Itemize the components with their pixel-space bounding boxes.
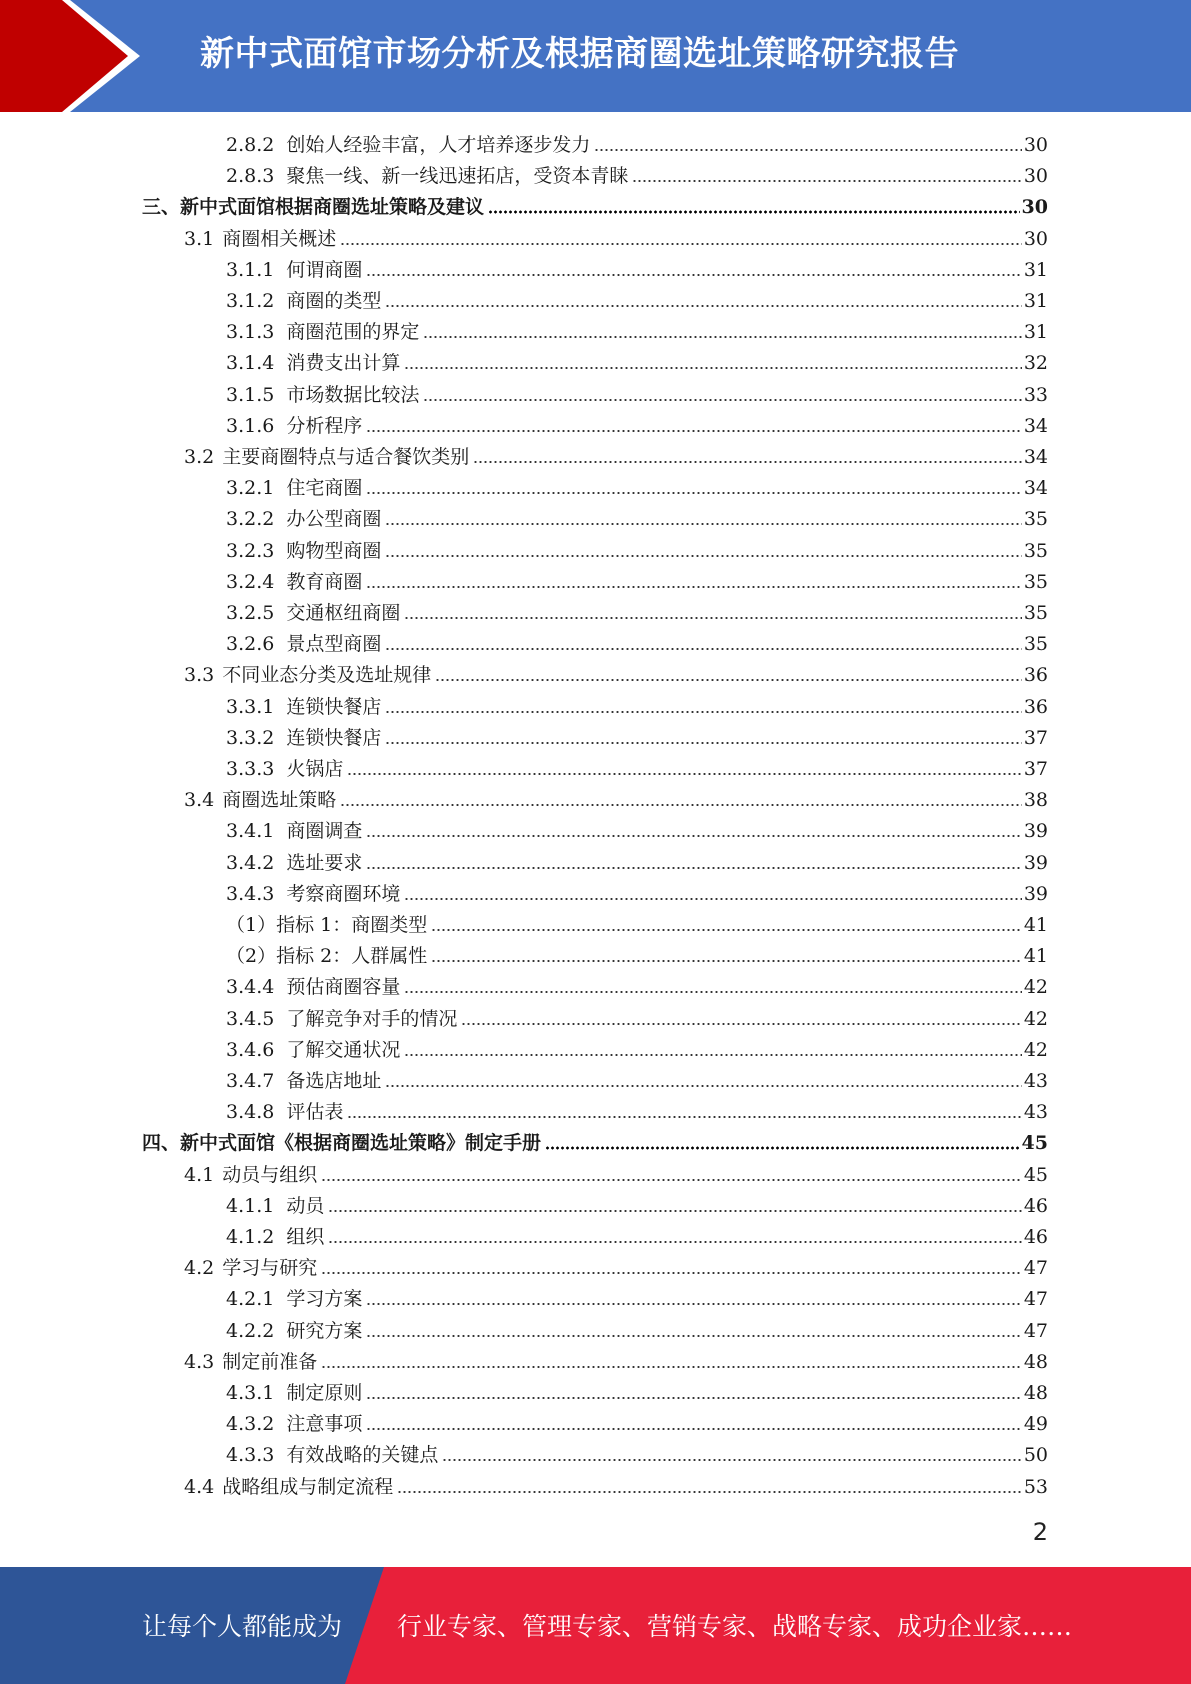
toc-entry-number: 3.4.4: [226, 976, 275, 999]
toc-dot-leader: [404, 1051, 1021, 1057]
toc-entry-title: 聚焦一线、新一线迅速拓店，受资本青睐: [286, 165, 629, 188]
toc-entry[interactable]: [184, 1469, 1048, 1500]
toc-entry[interactable]: [184, 657, 1048, 688]
toc-entry-page: 39: [1023, 820, 1048, 843]
header-title: 新中式面馆市场分析及根据商圈选址策略研究报告: [200, 34, 959, 74]
toc-entry[interactable]: [142, 189, 1048, 220]
toc-entry-number: 4.3.3: [226, 1444, 275, 1467]
toc-dot-leader: [366, 1425, 1021, 1431]
toc-dot-leader: [366, 1394, 1021, 1400]
toc-entry-title: 何谓商圈: [286, 258, 363, 281]
toc-entry[interactable]: [226, 564, 1048, 595]
toc-entry[interactable]: [226, 283, 1048, 314]
toc-entry-number: 3.4.1: [226, 820, 275, 843]
toc-dot-leader: [385, 645, 1021, 651]
toc-entry-page: 35: [1023, 633, 1048, 656]
toc-entry[interactable]: [226, 408, 1048, 439]
toc-entry-page: 36: [1023, 695, 1048, 718]
toc-entry-title: 住宅商圈: [286, 477, 363, 500]
toc-dot-leader: [423, 396, 1021, 402]
toc-entry-page: 31: [1023, 290, 1048, 312]
toc-entry[interactable]: [226, 377, 1048, 408]
toc-entry-title: 商圈选址策略: [222, 789, 337, 812]
footer-slogan-left: 让每个人都能成为: [142, 1612, 343, 1641]
toc-entry-title: 教育商圈: [286, 570, 363, 593]
toc-entry-title: 商圈相关概述: [222, 227, 337, 250]
toc-entry[interactable]: [184, 1250, 1048, 1281]
toc-entry-number: 3.4.5: [226, 1007, 275, 1030]
toc-entry-page: 30: [1023, 165, 1048, 188]
toc-entry-page: 35: [1023, 508, 1048, 531]
toc-entry-number: 4.1.1: [226, 1194, 275, 1217]
header-red-arrow-decoration: [0, 0, 160, 112]
toc-entry-title: 战略组成与制定流程: [222, 1475, 394, 1498]
toc-dot-leader: [385, 708, 1021, 714]
toc-entry-title: 制定原则: [286, 1382, 363, 1404]
toc-entry[interactable]: [226, 1375, 1048, 1406]
toc-entry-number: 3.1: [184, 227, 215, 250]
toc-entry-title: 有效战略的关键点: [286, 1444, 439, 1467]
toc-entry[interactable]: [226, 158, 1048, 189]
toc-entry-title: 消费支出计算: [286, 352, 401, 375]
toc-dot-leader: [435, 676, 1022, 682]
toc-entry[interactable]: [226, 1281, 1048, 1312]
toc-entry-number: 3.3.2: [226, 726, 275, 749]
toc-dot-leader: [385, 552, 1021, 558]
toc-entry-title: 选址要求: [286, 851, 363, 874]
toc-dot-leader: [321, 1176, 1022, 1182]
toc-dot-leader: [347, 1113, 1021, 1119]
toc-entry-number: 4.2.2: [226, 1319, 275, 1342]
toc-entry[interactable]: [226, 1188, 1048, 1219]
toc-entry-number: 3.3.3: [226, 758, 275, 780]
toc-dot-leader: [431, 926, 1022, 932]
toc-entry[interactable]: [184, 221, 1048, 252]
toc-entry-title: 组织: [286, 1226, 325, 1248]
toc-entry-page: 46: [1023, 1226, 1048, 1248]
toc-entry-title: 办公型商圈: [286, 508, 382, 531]
page-header: [0, 0, 1191, 112]
toc-entry-page: 36: [1023, 664, 1048, 687]
toc-entry-title: 连锁快餐店: [286, 695, 382, 718]
toc-entry[interactable]: [226, 1094, 1048, 1125]
toc-entry[interactable]: [226, 907, 1048, 938]
toc-entry-number: 4.3.2: [226, 1413, 275, 1436]
toc-entry-page: 30: [1023, 134, 1048, 156]
toc-entry-title: 火锅店: [286, 758, 344, 780]
toc-entry-page: 46: [1023, 1194, 1048, 1217]
toc-dot-leader: [404, 364, 1021, 370]
toc-entry-page: 35: [1023, 602, 1048, 624]
toc-entry[interactable]: [226, 1406, 1048, 1437]
toc-entry-number: 4.2: [184, 1257, 215, 1280]
toc-dot-leader: [545, 1144, 1020, 1150]
toc-entry-title: 四、新中式面馆《根据商圈选址策略》制定手册: [142, 1132, 542, 1155]
toc-dot-leader: [594, 146, 1021, 152]
toc-entry-page: 38: [1023, 789, 1048, 812]
toc-entry-number: 3.4.6: [226, 1038, 275, 1061]
toc-entry-title: （1）指标 1：商圈类型: [226, 914, 428, 936]
toc-entry-number: 3.2: [184, 446, 215, 468]
toc-entry-title: 商圈调查: [286, 820, 363, 843]
toc-entry-number: 4.2.1: [226, 1288, 275, 1311]
toc-entry-title: 评估表: [286, 1101, 344, 1124]
toc-entry-number: 3.4: [184, 789, 215, 812]
toc-dot-leader: [347, 770, 1021, 776]
toc-entry-page: 39: [1023, 851, 1048, 874]
toc-entry[interactable]: [226, 720, 1048, 751]
toc-entry-title: 商圈的类型: [286, 290, 382, 312]
toc-entry-title: 购物型商圈: [286, 539, 382, 562]
toc-entry[interactable]: [226, 314, 1048, 345]
footer-slogan-right: 行业专家、管理专家、营销专家、战略专家、成功企业家……: [397, 1612, 1073, 1641]
toc-dot-leader: [366, 832, 1021, 838]
toc-entry[interactable]: [226, 252, 1048, 283]
toc-entry[interactable]: [226, 533, 1048, 564]
toc-dot-leader: [461, 1020, 1021, 1026]
toc-entry-number: 4.3: [184, 1350, 215, 1373]
toc-entry[interactable]: [226, 470, 1048, 501]
toc-entry-title: 不同业态分类及选址规律: [222, 664, 432, 687]
toc-dot-leader: [385, 1082, 1021, 1088]
toc-dot-leader: [366, 427, 1021, 433]
toc-entry-page: 41: [1023, 914, 1048, 936]
toc-entry-page: 31: [1023, 321, 1048, 344]
toc-dot-leader: [366, 271, 1021, 277]
toc-entry-number: 3.1.3: [226, 321, 275, 344]
toc-dot-leader: [488, 208, 1020, 214]
toc-entry[interactable]: [226, 1313, 1048, 1344]
toc-dot-leader: [321, 1269, 1022, 1275]
toc-entry-page: 34: [1023, 477, 1048, 500]
toc-entry-title: 分析程序: [286, 414, 363, 437]
toc-entry[interactable]: [142, 1125, 1048, 1156]
toc-entry-title: 预估商圈容量: [286, 976, 401, 999]
toc-dot-leader: [366, 1332, 1021, 1338]
toc-entry-title: 制定前准备: [222, 1350, 318, 1373]
toc-entry[interactable]: [226, 127, 1048, 158]
toc-entry-number: 3.1.4: [226, 352, 275, 375]
toc-dot-leader: [442, 1456, 1021, 1462]
toc-dot-leader: [385, 739, 1021, 745]
toc-entry-title: 连锁快餐店: [286, 726, 382, 749]
toc-entry-title: 三、新中式面馆根据商圈选址策略及建议: [142, 196, 485, 219]
toc-entry[interactable]: [226, 501, 1048, 532]
toc-entry[interactable]: [226, 813, 1048, 844]
toc-entry[interactable]: [226, 689, 1048, 720]
toc-entry-page: 39: [1023, 882, 1048, 905]
toc-entry[interactable]: [184, 439, 1048, 470]
toc-entry-page: 35: [1023, 539, 1048, 562]
page-number: 2: [1032, 1518, 1048, 1546]
toc-entry[interactable]: [226, 876, 1048, 907]
toc-entry[interactable]: [226, 1219, 1048, 1250]
toc-entry-number: 4.1.2: [226, 1226, 275, 1248]
toc-entry-title: 市场数据比较法: [286, 383, 420, 406]
toc-dot-leader: [397, 1488, 1022, 1494]
toc-dot-leader: [404, 988, 1021, 994]
toc-dot-leader: [328, 1207, 1021, 1213]
toc-entry-number: 3.1.5: [226, 383, 275, 406]
toc-entry-number: 3.2.2: [226, 508, 275, 531]
toc-entry-title: 学习方案: [286, 1288, 363, 1311]
toc-entry-page: 42: [1023, 976, 1048, 999]
toc-dot-leader: [404, 614, 1021, 620]
toc-dot-leader: [423, 333, 1021, 339]
toc-entry-title: （2）指标 2：人群属性: [226, 945, 428, 968]
toc-entry-title: 学习与研究: [222, 1257, 318, 1280]
toc-entry-title: 注意事项: [286, 1413, 363, 1436]
toc-entry-page: 37: [1023, 726, 1048, 749]
toc-entry-page: 42: [1023, 1038, 1048, 1061]
toc-entry[interactable]: [226, 1063, 1048, 1094]
toc-entry-page: 48: [1023, 1350, 1048, 1373]
toc-entry-page: 47: [1023, 1288, 1048, 1311]
toc-entry[interactable]: [184, 1344, 1048, 1375]
toc-entry-number: 3.2.6: [226, 633, 275, 656]
toc-dot-leader: [366, 583, 1021, 589]
toc-entry-title: 了解交通状况: [286, 1038, 401, 1061]
toc-entry-page: 47: [1023, 1257, 1048, 1280]
toc-entry[interactable]: [226, 595, 1048, 626]
toc-entry-title: 创始人经验丰富，人才培养逐步发力: [286, 134, 591, 156]
toc-entry-number: 3.2.1: [226, 477, 275, 500]
toc-entry-page: 47: [1023, 1319, 1048, 1342]
toc-dot-leader: [340, 240, 1022, 246]
toc-entry-page: 31: [1023, 258, 1048, 281]
toc-entry-number: 3.4.2: [226, 851, 275, 874]
toc-entry-page: 42: [1023, 1007, 1048, 1030]
toc-dot-leader: [321, 1363, 1022, 1369]
toc-entry-number: 3.2.4: [226, 570, 275, 593]
toc-entry-title: 动员: [286, 1194, 325, 1217]
toc-dot-leader: [632, 177, 1021, 183]
toc-dot-leader: [385, 302, 1021, 308]
toc-entry-number: 4.4: [184, 1475, 215, 1498]
toc-entry-page: 49: [1023, 1413, 1048, 1436]
toc-entry-number: 3.3: [184, 664, 215, 687]
toc-dot-leader: [366, 489, 1021, 495]
toc-entry[interactable]: [226, 1437, 1048, 1468]
toc-entry-number: 3.2.3: [226, 539, 275, 562]
toc-entry-page: 45: [1023, 1163, 1048, 1186]
toc-entry-number: 2.8.3: [226, 165, 275, 188]
toc-entry-page: 30: [1023, 227, 1048, 250]
toc-entry-page: 43: [1023, 1101, 1048, 1124]
toc-entry-title: 备选店地址: [286, 1070, 382, 1092]
toc-entry-page: 35: [1023, 570, 1048, 593]
toc-entry-title: 商圈范围的界定: [286, 321, 420, 344]
toc-dot-leader: [431, 957, 1022, 963]
toc-entry[interactable]: [184, 782, 1048, 813]
toc-entry[interactable]: [226, 1032, 1048, 1063]
toc-dot-leader: [340, 801, 1022, 807]
toc-entry-page: 34: [1023, 414, 1048, 437]
toc-entry-title: 景点型商圈: [286, 633, 382, 656]
toc-entry[interactable]: [226, 345, 1048, 376]
toc-entry-page: 43: [1023, 1070, 1048, 1092]
toc-entry-page: 32: [1023, 352, 1048, 375]
toc-entry[interactable]: [226, 751, 1048, 782]
toc-entry-page: 37: [1023, 758, 1048, 780]
toc-dot-leader: [404, 895, 1021, 901]
toc-entry[interactable]: [226, 1001, 1048, 1032]
toc-entry-number: 3.1.1: [226, 258, 275, 281]
toc-entry-page: 48: [1023, 1382, 1048, 1404]
toc-entry-number: 3.4.8: [226, 1101, 275, 1124]
toc-entry[interactable]: [226, 626, 1048, 657]
toc-entry[interactable]: [226, 845, 1048, 876]
toc-entry-page: 41: [1023, 945, 1048, 968]
toc-entry-number: 3.2.5: [226, 602, 275, 624]
toc-entry-page: 30: [1021, 196, 1048, 219]
toc-entry-number: 3.3.1: [226, 695, 275, 718]
toc-dot-leader: [366, 864, 1021, 870]
toc-entry[interactable]: [226, 938, 1048, 969]
toc-entry-title: 考察商圈环境: [286, 882, 401, 905]
toc-entry-number: 2.8.2: [226, 134, 275, 156]
toc-entry-page: 34: [1023, 446, 1048, 468]
toc-entry-title: 了解竞争对手的情况: [286, 1007, 458, 1030]
toc-entry-title: 动员与组织: [222, 1163, 318, 1186]
toc-entry-number: 3.4.3: [226, 882, 275, 905]
toc-entry-page: 50: [1023, 1444, 1048, 1467]
toc-entry-number: 4.1: [184, 1163, 215, 1186]
toc-entry-number: 3.1.2: [226, 290, 275, 312]
toc-entry-number: 4.3.1: [226, 1382, 275, 1404]
toc-entry-number: 3.1.6: [226, 414, 275, 437]
toc-dot-leader: [328, 1238, 1021, 1244]
toc-dot-leader: [366, 1300, 1021, 1306]
toc-entry-page: 33: [1023, 383, 1048, 406]
page-footer: [0, 1567, 1191, 1684]
toc-entry-page: 53: [1023, 1475, 1048, 1498]
toc-dot-leader: [473, 458, 1022, 464]
toc-entry-page: 45: [1021, 1132, 1048, 1155]
toc-dot-leader: [385, 520, 1021, 526]
toc-entry-title: 研究方案: [286, 1319, 363, 1342]
toc-entry-title: 主要商圈特点与适合餐饮类别: [222, 446, 470, 468]
toc-entry[interactable]: [226, 969, 1048, 1000]
toc-entry-number: 3.4.7: [226, 1070, 275, 1092]
toc-entry[interactable]: [184, 1157, 1048, 1188]
toc-entry-title: 交通枢纽商圈: [286, 602, 401, 624]
